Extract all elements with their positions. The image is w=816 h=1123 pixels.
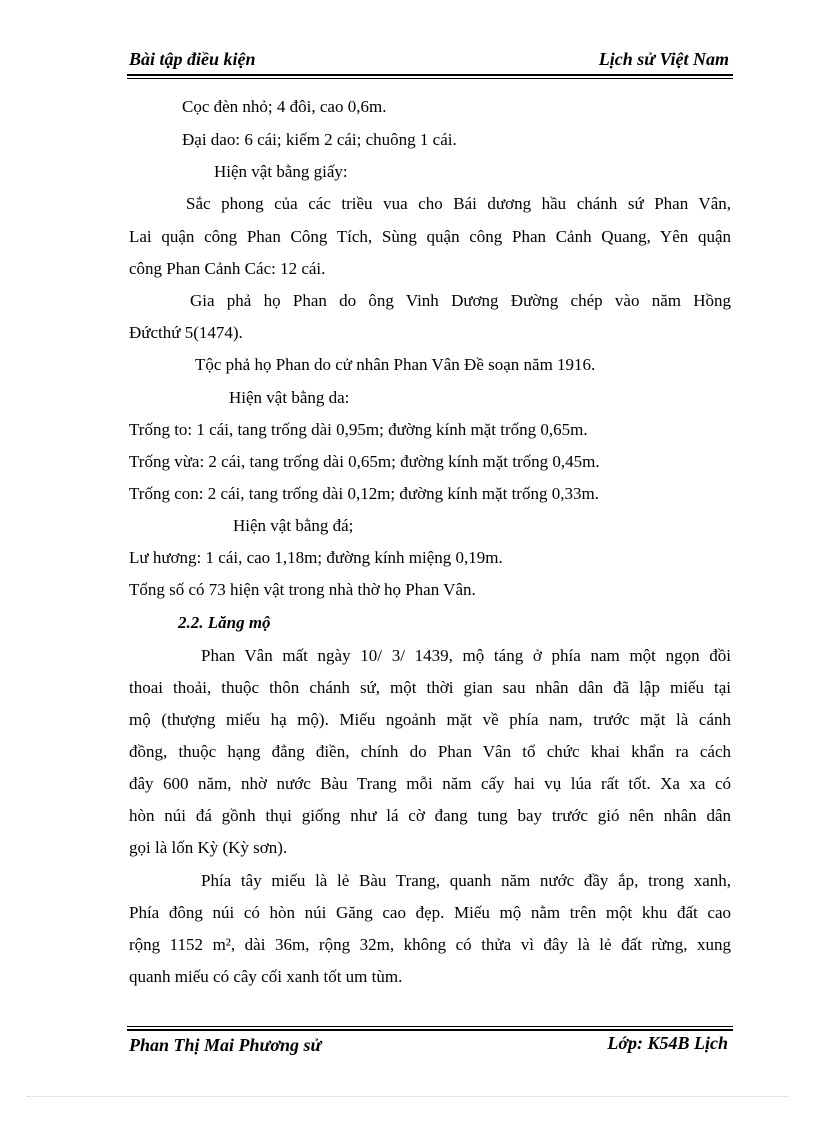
footer-rule xyxy=(127,1029,733,1031)
text-line: Tổng số có 73 hiện vật trong nhà thờ họ Phan Vân. xyxy=(129,580,476,599)
text-line: đồng, thuộc hạng đẳng điền, chính do Phan Vân tổ chức khai khẩn ra cách xyxy=(129,742,731,761)
text-line: Sắc phong của các triều vua cho Bái dương hầu chánh sứ Phan Vân, xyxy=(186,194,731,213)
text-line: gọi là lốn Kỳ (Kỳ sơn). xyxy=(129,838,288,857)
text-line: quanh miếu có cây cối xanh tốt um tùm. xyxy=(129,967,403,986)
text-line: rộng 1152 m², dài 36m, rộng 32m, không có thửa vì đây là lẻ đất rừng, xung xyxy=(129,935,731,954)
text-line: công Phan Cảnh Các: 12 cái. xyxy=(129,259,326,278)
footer-author: Phan Thị Mai Phương sử xyxy=(129,1035,322,1055)
text-line: Trống con: 2 cái, tang trống dài 0,12m; đường kính mặt trống 0,33m. xyxy=(129,484,599,503)
text-line: thoai thoải, thuộc thôn chánh sứ, một thời gian sau nhân dân đã lập miếu tại xyxy=(129,678,731,697)
section-heading: 2.2. Lăng mộ xyxy=(178,613,271,632)
text-line: Trống to: 1 cái, tang trống dài 0,95m; đường kính mặt trống 0,65m. xyxy=(129,420,588,439)
subheading: Hiện vật bằng đá; xyxy=(233,516,354,535)
text-line: Đại dao: 6 cái; kiếm 2 cái; chuông 1 cái. xyxy=(182,130,457,149)
header-rule xyxy=(127,74,733,76)
text-line: Trống vừa: 2 cái, tang trống dài 0,65m; đường kính mặt trống 0,45m. xyxy=(129,452,600,471)
text-line: hòn núi đá gồnh thụi giống như lá cờ đang tung bay trước gió nên nhân dân xyxy=(129,806,731,825)
text-line: Lư hương: 1 cái, cao 1,18m; đường kính miệng 0,19m. xyxy=(129,548,503,567)
text-line: Gia phả họ Phan do ông Vinh Dương Đường chép vào năm Hồng xyxy=(190,291,731,310)
text-line: Tộc phả họ Phan do cử nhân Phan Vân Đề soạn năm 1916. xyxy=(195,355,596,374)
footer-class: Lớp: K54B Lịch xyxy=(607,1033,728,1053)
header-title-left: Bài tập điều kiện xyxy=(129,49,256,69)
text-line: đây 600 năm, nhờ nước Bàu Trang mỗi năm cấy hai vụ lúa rất tốt. Xa xa có xyxy=(129,774,731,793)
text-line: Cọc đèn nhỏ; 4 đôi, cao 0,6m. xyxy=(182,97,387,116)
header-rule-thin xyxy=(127,78,733,79)
footer-rule-thin xyxy=(127,1026,733,1027)
text-line: Đứcthứ 5(1474). xyxy=(129,323,243,342)
text-line: Lai quận công Phan Công Tích, Sùng quận công Phan Cảnh Quang, Yên quận xyxy=(129,227,731,246)
header-title-right: Lịch sử Việt Nam xyxy=(598,49,729,69)
text-line: Phía tây miếu là lẻ Bàu Trang, quanh năm nước đầy ắp, trong xanh, xyxy=(201,871,731,890)
subheading: Hiện vật bằng da: xyxy=(229,388,350,407)
subheading: Hiện vật bằng giấy: xyxy=(214,162,348,181)
page-edge-dots xyxy=(27,1096,789,1097)
text-line: Phan Vân mất ngày 10/ 3/ 1439, mộ táng ở phía nam một ngọn đồi xyxy=(201,646,731,665)
text-line: mộ (thượng miếu hạ mộ). Miếu ngoảnh mặt về phía nam, trước mặt là cánh xyxy=(129,710,731,729)
text-line: Phía đông núi có hòn núi Găng cao đẹp. Miếu mộ nằm trên một khu đất cao xyxy=(129,903,731,922)
